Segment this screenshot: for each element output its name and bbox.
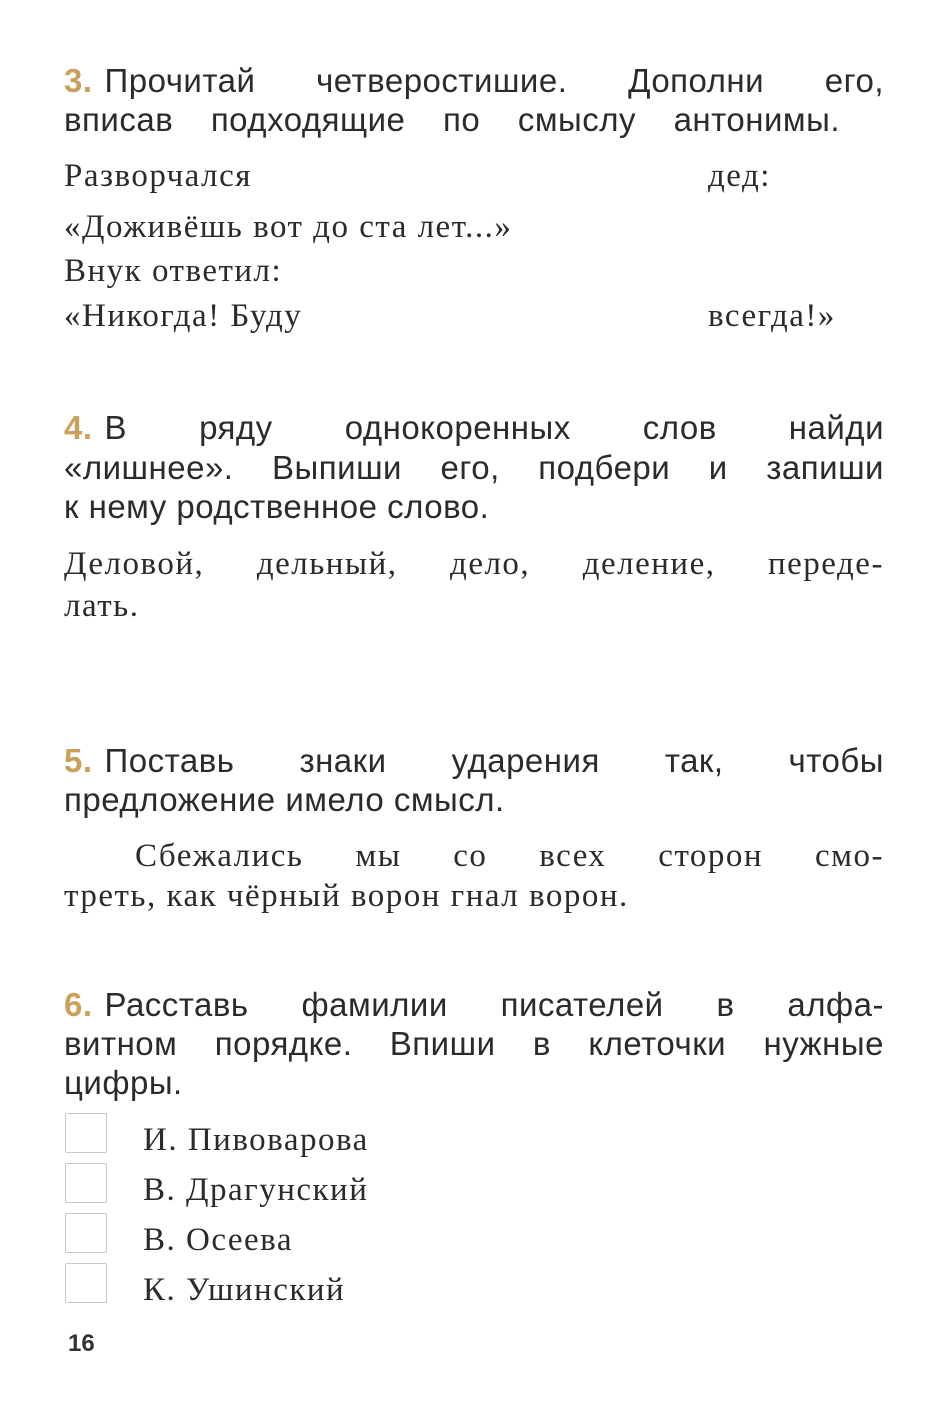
- poem-line4-left: «Никогда! Буду: [64, 298, 303, 334]
- page-number: 16: [68, 1330, 95, 1357]
- poem-line4-right: всегда!»: [708, 298, 836, 334]
- task3-number: 3.: [64, 62, 93, 99]
- task4-line2: «лишнее». Выпиши его, подбери и запиши: [64, 449, 884, 486]
- task5-line1: 5. Поставь знаки ударения так, чтобы: [64, 742, 884, 779]
- task6-line3: цифры.: [64, 1064, 183, 1101]
- order-box-3[interactable]: [65, 1213, 107, 1253]
- task4-line1: 4. В ряду однокоренных слов найди: [64, 409, 884, 446]
- order-box-2[interactable]: [65, 1163, 107, 1203]
- order-box-1[interactable]: [65, 1113, 107, 1153]
- task3-line1: 3. Прочитай четверостишие. Дополни его,: [64, 62, 884, 99]
- task4-line3: к нему родственное слово.: [64, 488, 490, 525]
- author-4: К. Ушинский: [143, 1272, 346, 1308]
- order-box-4[interactable]: [65, 1263, 107, 1303]
- author-1: И. Пивоварова: [143, 1122, 369, 1158]
- task5-number: 5.: [64, 742, 93, 779]
- poem-line2: «Доживёшь вот до ста лет...»: [64, 209, 513, 245]
- task5-sentence-line2: треть, как чёрный ворон гнал ворон.: [64, 878, 629, 914]
- author-3: В. Осеева: [143, 1222, 293, 1258]
- poem-line3: Внук ответил:: [64, 253, 283, 289]
- task4-words-line1: Деловой, дельный, дело, деление, переде-: [64, 546, 884, 582]
- task6-number: 6.: [64, 986, 93, 1023]
- task3-line2: вписав подходящие по смыслу антонимы.: [64, 101, 840, 138]
- task4-number: 4.: [64, 409, 93, 446]
- task6-line1: 6. Расставь фамилии писателей в алфа-: [64, 986, 884, 1023]
- task6-line2: витном порядке. Впиши в клеточки нужные: [64, 1025, 884, 1062]
- poem-line1-left: Разворчался: [64, 158, 252, 194]
- task4-words-line2: лать.: [64, 588, 140, 624]
- task5-line2: предложение имело смысл.: [64, 781, 505, 818]
- task5-sentence-line1: Сбежались мы со всех сторон смо-: [135, 838, 884, 874]
- poem-line1-right: дед:: [708, 158, 771, 194]
- author-2: В. Драгунский: [143, 1172, 369, 1208]
